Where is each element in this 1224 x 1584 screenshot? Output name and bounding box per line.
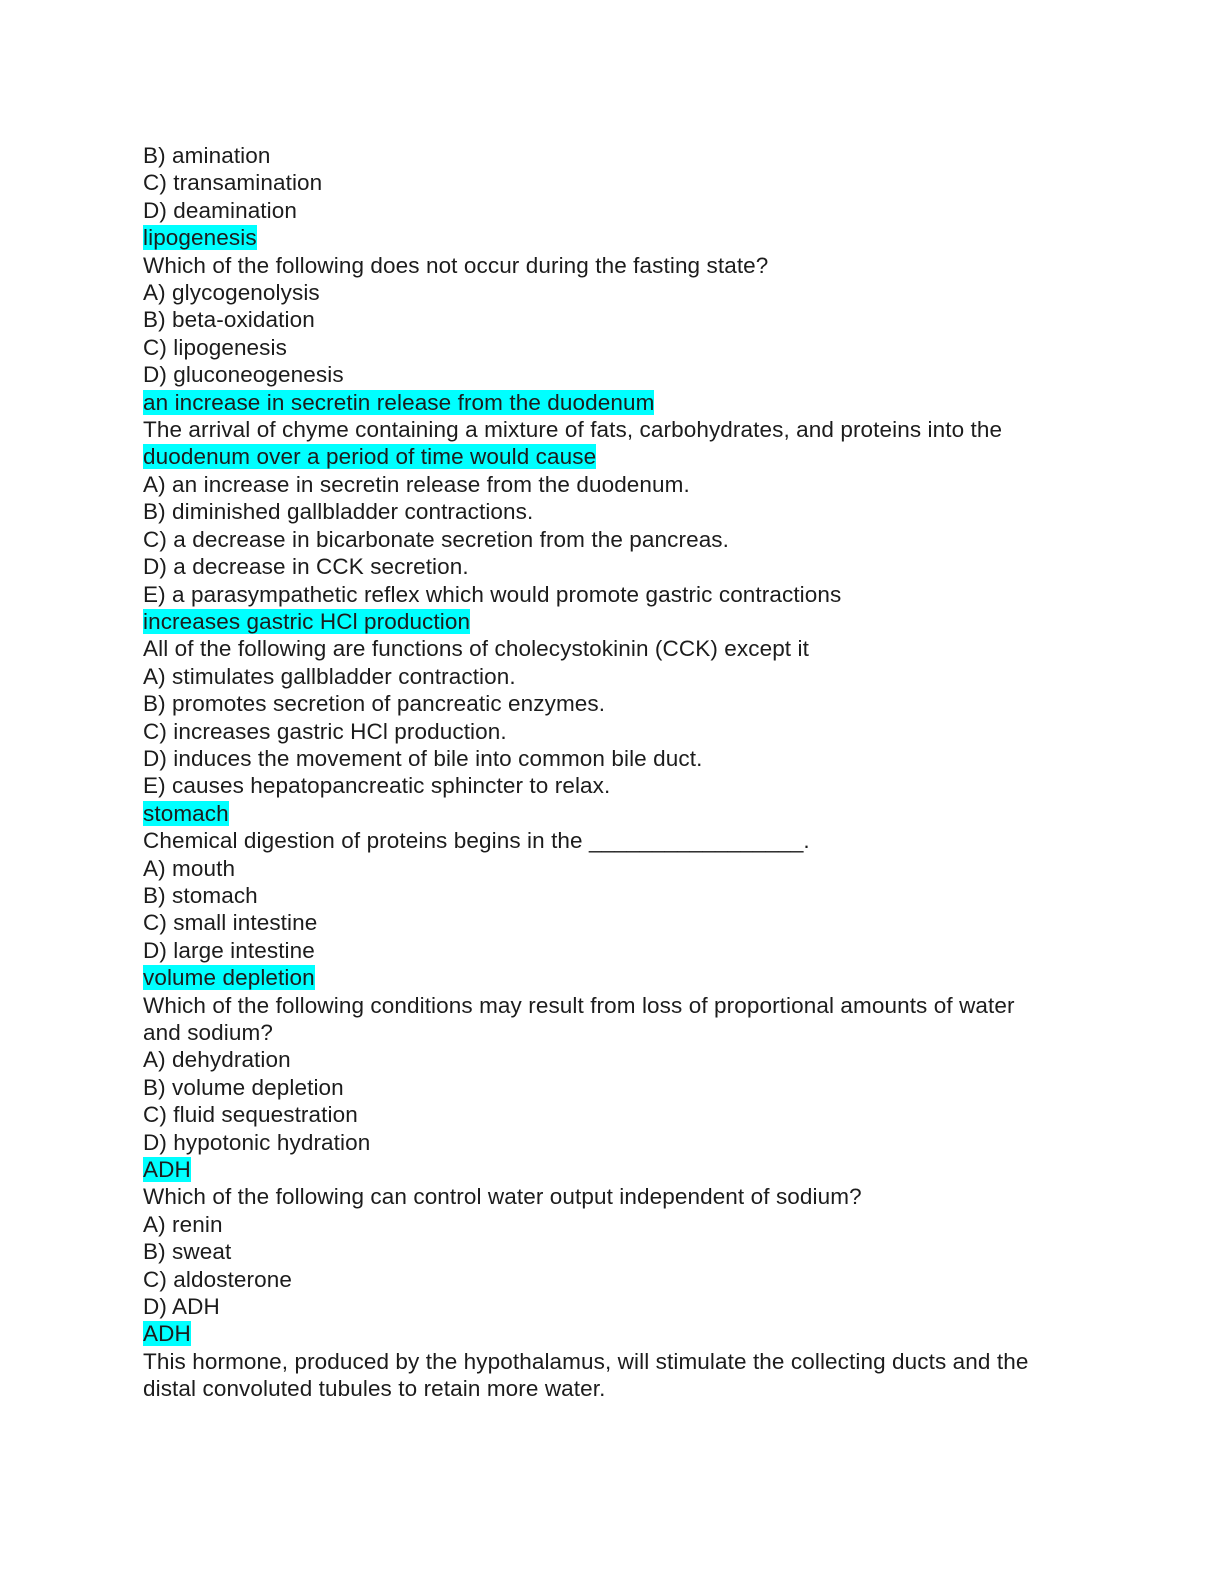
line-text: and sodium? — [143, 1020, 273, 1045]
line-text: C) small intestine — [143, 910, 318, 936]
line-text: D) hypotonic hydration — [143, 1129, 371, 1155]
text-line — [143, 937, 1103, 964]
line-text: C) lipogenesis — [143, 334, 287, 360]
text-line — [143, 526, 1103, 553]
text-line — [143, 197, 1103, 224]
line-text: Which of the following can control water output independent of sodium? — [143, 1184, 862, 1210]
text-line — [143, 772, 1103, 799]
answer-text: increases gastric HCl production — [143, 608, 471, 634]
answer-text: lipogenesis — [143, 225, 257, 251]
highlighted-answer-line — [143, 608, 1103, 635]
line-text: D) a decrease in CCK secretion. — [143, 554, 469, 580]
line-text: A) an increase in secretin release from the duodenum. — [143, 471, 690, 497]
highlighted-answer-line — [143, 964, 1103, 991]
highlighted-answer-line — [143, 224, 1103, 251]
answer-text: ADH — [143, 1157, 191, 1183]
text-line — [143, 745, 1103, 772]
text-line — [143, 992, 1103, 1019]
line-text: Which of the following conditions may result from loss of proportional amounts of water — [143, 992, 1015, 1018]
text-line — [143, 416, 1103, 443]
text-line — [143, 855, 1103, 882]
line-text: D) large intestine — [143, 937, 315, 963]
text-line — [143, 334, 1103, 361]
line-text: C) transamination — [143, 170, 323, 196]
line-text: C) increases gastric HCl production. — [143, 718, 507, 744]
text-line — [143, 1238, 1103, 1265]
line-text: B) diminished gallbladder contractions. — [143, 499, 534, 525]
text-line — [143, 252, 1103, 279]
answer-text: stomach — [143, 800, 229, 826]
answer-text: volume depletion — [143, 965, 315, 991]
line-text: D) gluconeogenesis — [143, 362, 344, 388]
line-text: C) aldosterone — [143, 1266, 292, 1292]
text-line — [143, 279, 1103, 306]
answer-text: an increase in secretin release from the duodenum — [143, 389, 655, 415]
line-text: B) stomach — [143, 882, 258, 908]
highlighted-answer-line — [143, 389, 1103, 416]
text-line — [143, 498, 1103, 525]
text-line — [143, 1183, 1103, 1210]
line-text: Which of the following does not occur during the fasting state? — [143, 252, 769, 278]
line-text: B) sweat — [143, 1239, 232, 1265]
text-line — [143, 169, 1103, 196]
text-line — [143, 909, 1103, 936]
line-text: B) amination — [143, 143, 271, 168]
text-line — [143, 553, 1103, 580]
text-line — [143, 663, 1103, 690]
text-line — [143, 1348, 1103, 1375]
line-text: E) a parasympathetic reflex which would promote gastric contractions — [143, 581, 842, 607]
text-line — [143, 1046, 1103, 1073]
text-line — [143, 1129, 1103, 1156]
text-line — [143, 882, 1103, 909]
line-text: E) causes hepatopancreatic sphincter to relax. — [143, 773, 611, 799]
text-line — [143, 1019, 1103, 1046]
highlighted-answer-line — [143, 1156, 1103, 1183]
line-text: A) stimulates gallbladder contraction. — [143, 663, 516, 689]
answer-text: ADH — [143, 1321, 191, 1347]
line-text: A) glycogenolysis — [143, 280, 320, 306]
text-line — [143, 1375, 1103, 1402]
line-text: This hormone, produced by the hypothalamus, will stimulate the collecting ducts and the — [143, 1348, 1029, 1374]
line-text: D) induces the movement of bile into common bile duct. — [143, 745, 703, 771]
line-text: All of the following are functions of cholecystokinin (CCK) except it — [143, 636, 809, 662]
line-text: D) deamination — [143, 197, 297, 223]
text-line — [143, 581, 1103, 608]
text-line — [143, 827, 1103, 854]
text-line — [143, 1074, 1103, 1101]
text-line — [143, 635, 1103, 662]
highlighted-answer-line — [143, 1320, 1103, 1347]
highlighted-answer-line — [143, 800, 1103, 827]
line-text: distal convoluted tubules to retain more water. — [143, 1376, 606, 1402]
text-line — [143, 690, 1103, 717]
text-line — [143, 1101, 1103, 1128]
line-text: B) promotes secretion of pancreatic enzymes. — [143, 691, 606, 717]
line-text: The arrival of chyme containing a mixture of fats, carbohydrates, and proteins into the — [143, 417, 1003, 443]
text-line — [143, 1293, 1103, 1320]
line-text: A) dehydration — [143, 1047, 291, 1073]
text-line — [143, 718, 1103, 745]
highlighted-answer-line — [143, 443, 1103, 470]
line-text: D) ADH — [143, 1294, 220, 1320]
line-text: A) renin — [143, 1211, 223, 1237]
text-line — [143, 361, 1103, 388]
text-line — [143, 142, 1103, 169]
document-body — [143, 142, 1103, 1403]
text-line — [143, 1211, 1103, 1238]
line-text: B) beta-oxidation — [143, 307, 315, 333]
line-text: A) mouth — [143, 855, 236, 881]
line-text: Chemical digestion of proteins begins in the _________________. — [143, 828, 810, 854]
line-text: C) a decrease in bicarbonate secretion from the pancreas. — [143, 526, 730, 552]
text-line — [143, 306, 1103, 333]
text-line — [143, 1266, 1103, 1293]
line-text: C) fluid sequestration — [143, 1102, 358, 1128]
text-line — [143, 471, 1103, 498]
line-text: B) volume depletion — [143, 1074, 344, 1100]
answer-text: duodenum over a period of time would cause — [143, 444, 597, 470]
